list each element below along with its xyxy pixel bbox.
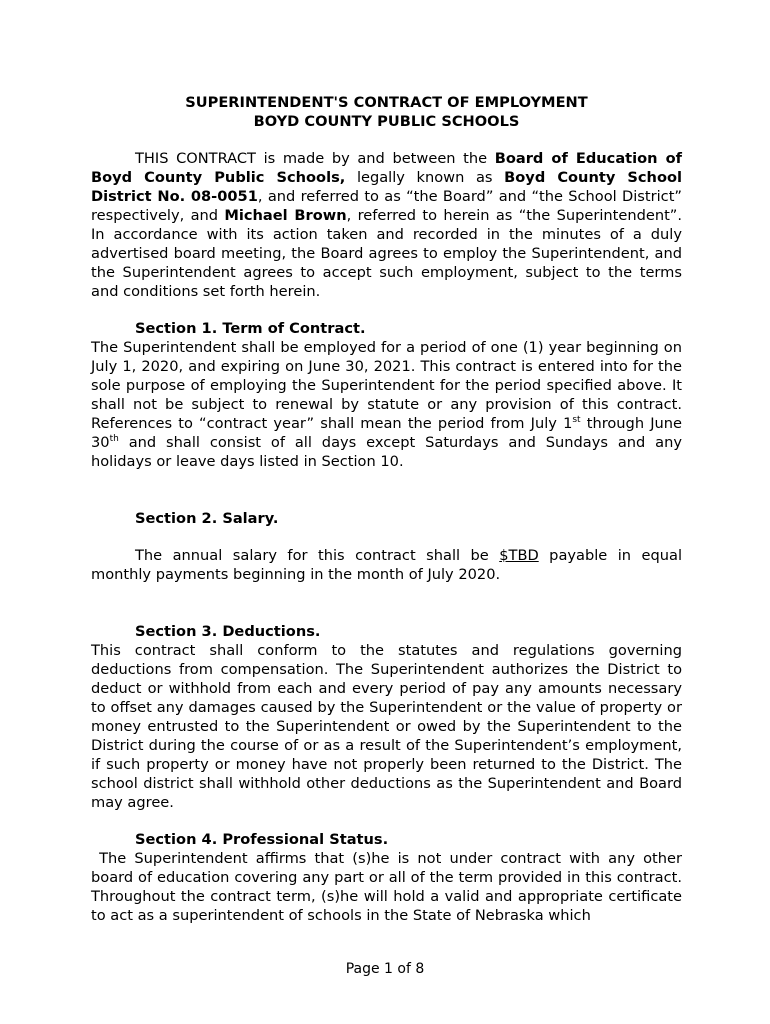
salary-amount: $TBD <box>499 547 539 564</box>
title-line-1: SUPERINTENDENT'S CONTRACT OF EMPLOYMENT <box>185 94 588 111</box>
section-1-text-2: through June 30 <box>91 415 682 451</box>
document-title <box>91 93 682 131</box>
section-1-heading: Section 1. Term of Contract. <box>135 320 366 337</box>
section-3-body: This contract shall conform to the statutes and regulations governing deductions from compensation. The Superintendent authorizes the District to deduct or withhold from each and every period of pay any amounts necessary to offset any damages caused by the Superintendent or the value of property or money entrusted to the Superintendent or owed by the Superintendent to the District during the course of or as a result of the Superintendent’s employment, if such property or money have not properly been returned to the District. The school district shall withhold other deductions as the Superintendent and Board may agree. <box>91 642 682 811</box>
intro-text-1: THIS CONTRACT is made by and between the <box>135 150 495 167</box>
section-2-text-2: payable in equal monthly payments beginning in the month of July 2020. <box>91 547 682 583</box>
section-2-text-1: The annual salary for this contract shall be <box>135 547 500 564</box>
title-line-2: BOYD COUNTY PUBLIC SCHOOLS <box>253 113 520 130</box>
section-2-body <box>91 546 682 584</box>
intro-board-name: Board of Education of Boyd County Public Schools, <box>91 150 682 186</box>
intro-superintendent-name: Michael Brown <box>224 207 347 224</box>
section-1-text-1: The Superintendent shall be employed for a period of one (1) year beginning on July 1, 2020, and expiring on June 30, 2021. This contract is entered into for the sole purpose of employing the Superintendent for the period specified above. It shall not be subject to renewal by statute or any provision of this contract. References to “contract year” shall mean the period from July 1 <box>91 339 682 432</box>
section-4-heading: Section 4. Professional Status. <box>135 831 389 848</box>
section-1-sup-1: st <box>572 415 581 425</box>
document-page <box>91 93 692 925</box>
intro-district-name: Boyd County School District No. 08-0051 <box>91 169 682 205</box>
section-2-heading: Section 2. Salary. <box>135 510 279 527</box>
intro-text-4: , referred to herein as “the Superintendent”. In accordance with its action taken and recorded in the minutes of a duly advertised board meeting, the Board agrees to employ the Superintendent, and the Superintendent agrees to accept such employment, subject to the terms and conditions set forth herein. <box>91 207 682 300</box>
intro-text-2: legally known as <box>345 169 505 186</box>
section-1-body <box>91 338 682 471</box>
intro-paragraph <box>91 149 682 301</box>
intro-text-3: , and referred to as “the Board” and “the School District” respectively, and <box>91 188 682 224</box>
section-4-body: The Superintendent affirms that (s)he is not under contract with any other board of education covering any part or all of the term provided in this contract. Throughout the contract term, (s)he will hold a valid and appropriate certificate to act as a superintendent of schools in the State of Nebraska which <box>91 850 692 924</box>
section-3-heading: Section 3. Deductions. <box>135 623 321 640</box>
section-1-sup-2: th <box>109 434 119 444</box>
section-1-text-3: and shall consist of all days except Saturdays and Sundays and any holidays or leave days listed in Section 10. <box>91 434 682 470</box>
page-number: Page 1 of 8 <box>345 961 425 977</box>
